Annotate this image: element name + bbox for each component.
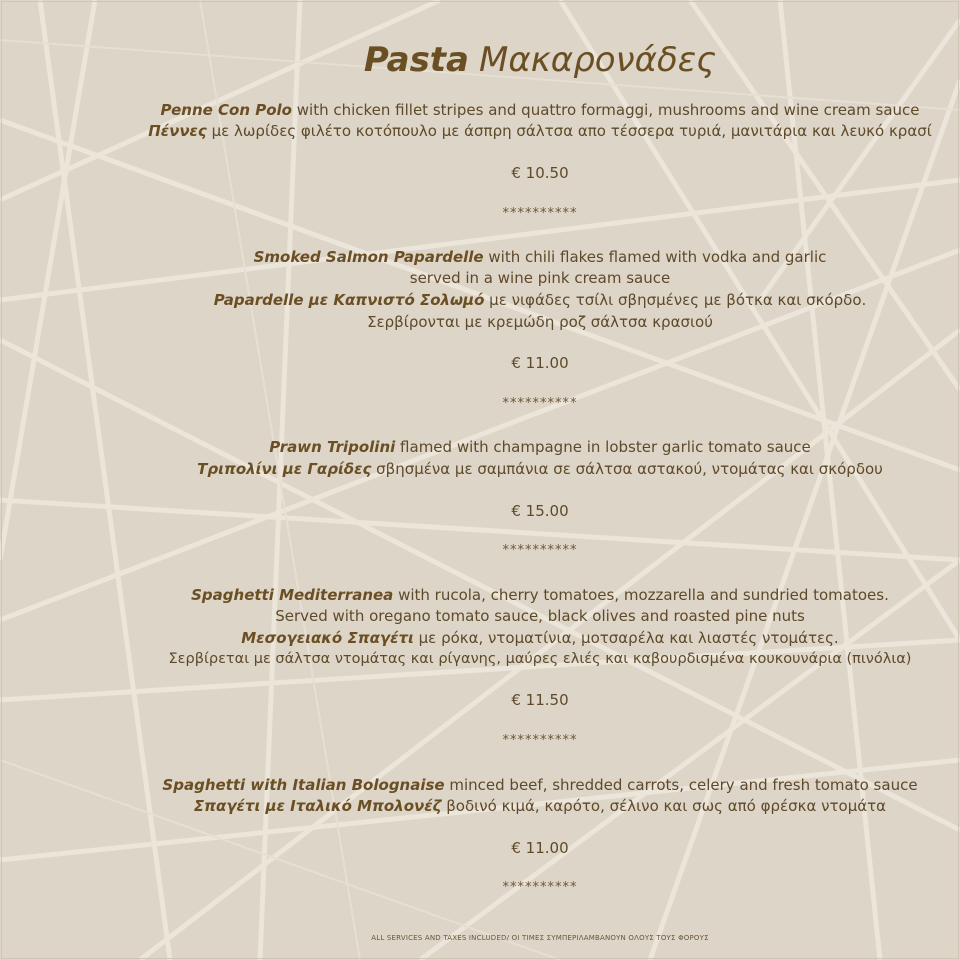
item-2-gr [0,290,960,311]
item-3-name-en: Prawn Tripolini [269,438,396,456]
item-1-name-gr: Πέννες [148,122,207,140]
item-2-desc-gr: με νιφάδες τσίλι σβησμένες με βότκα και σκόρδο. [484,291,867,309]
menu-title-en: Pasta [363,40,469,80]
item-5-desc-en: minced beef, shredded carrots, celery and fresh tomato sauce [444,776,918,794]
item-4-gr [0,628,960,649]
item-3-separator: ********** [502,543,578,558]
item-4-desc-en: with rucola, cherry tomatoes, mozzarella and sundried tomatoes. [393,586,889,604]
item-3-price: € 15.00 [511,502,569,520]
item-4-name-gr: Μεσογειακό Σπαγέτι [241,629,414,647]
item-2-desc-gr-2: Σερβίρονται με κρεμώδη ροζ σάλτσα κρασιού [367,313,713,331]
item-1-en [0,100,960,121]
item-4-name-en: Spaghetti Mediterranea [191,586,394,604]
item-4-separator: ********** [502,733,578,748]
item-3-desc-en: flamed with champagne in lobster garlic tomato sauce [395,438,811,456]
item-3-gr [0,459,960,480]
menu-title [0,40,960,80]
item-5-price: € 11.00 [511,839,569,857]
item-2-name-en: Smoked Salmon Papardelle [253,248,484,266]
item-2-price: € 11.00 [511,354,569,372]
item-1-desc-gr: με λωρίδες φιλέτο κοτόπουλο με άσπρη σάλτσα απο τέσσερα τυριά, μανιτάρια και λευκό κρασί [206,122,932,140]
item-1-name-en: Penne Con Polo [160,101,292,119]
item-5-name-gr: Σπαγέτι με Ιταλικό Μπολονέζ [193,797,442,815]
item-5-name-en: Spaghetti with Italian Bolognaise [162,776,445,794]
item-1-separator: ********** [502,206,578,221]
item-1-price: € 10.50 [511,164,569,182]
item-5-en [0,775,960,796]
item-4-desc-gr-2: Σερβίρεται με σάλτσα ντομάτας και ρίγανης, μαύρες ελιές και καβουρδισμένα κουκουνάρια (πινόλια) [168,651,912,667]
item-2-desc-en-2: served in a wine pink cream sauce [409,269,671,287]
item-5-separator: ********** [502,880,578,895]
item-2-en [0,247,960,268]
item-4-en [0,585,960,606]
item-2-desc-en: with chili flakes flamed with vodka and garlic [483,248,827,266]
menu-title-gr: Μακαρονάδες [479,40,717,80]
item-3-en [0,437,960,458]
item-2-separator: ********** [502,396,578,411]
item-1-gr [0,121,960,142]
item-4-desc-gr: με ρόκα, ντοματίνια, μοτσαρέλα και λιαστές ντομάτες. [413,629,839,647]
item-3-name-gr: Τριπολίνι με Γαρίδες [197,460,372,478]
item-4-price: € 11.50 [511,691,569,709]
item-5-gr [0,796,960,817]
item-1-desc-en: with chicken fillet stripes and quattro formaggi, mushrooms and wine cream sauce [291,101,920,119]
item-2-name-gr: Papardelle με Καπνιστό Σολωμό [213,291,485,309]
item-3-desc-gr: σβησμένα με σαμπάνια σε σάλτσα αστακού, ντομάτας και σκόρδου [371,460,883,478]
item-5-desc-gr: βοδινό κιμά, καρότο, σέλινο και σως από φρέσκα ντομάτα [441,797,887,815]
item-4-desc-en-2: Served with oregano tomato sauce, black olives and roasted pine nuts [275,607,805,625]
taxes-footer-note: ALL SERVICES AND TAXES INCLUDED/ ΟΙ ΤΙΜΕΣ ΣΥΜΠΕΡΙΛΑΜΒΑΝΟΥΝ ΟΛΟΥΣ ΤΟΥΣ ΦΟΡΟΥΣ [371,934,709,942]
